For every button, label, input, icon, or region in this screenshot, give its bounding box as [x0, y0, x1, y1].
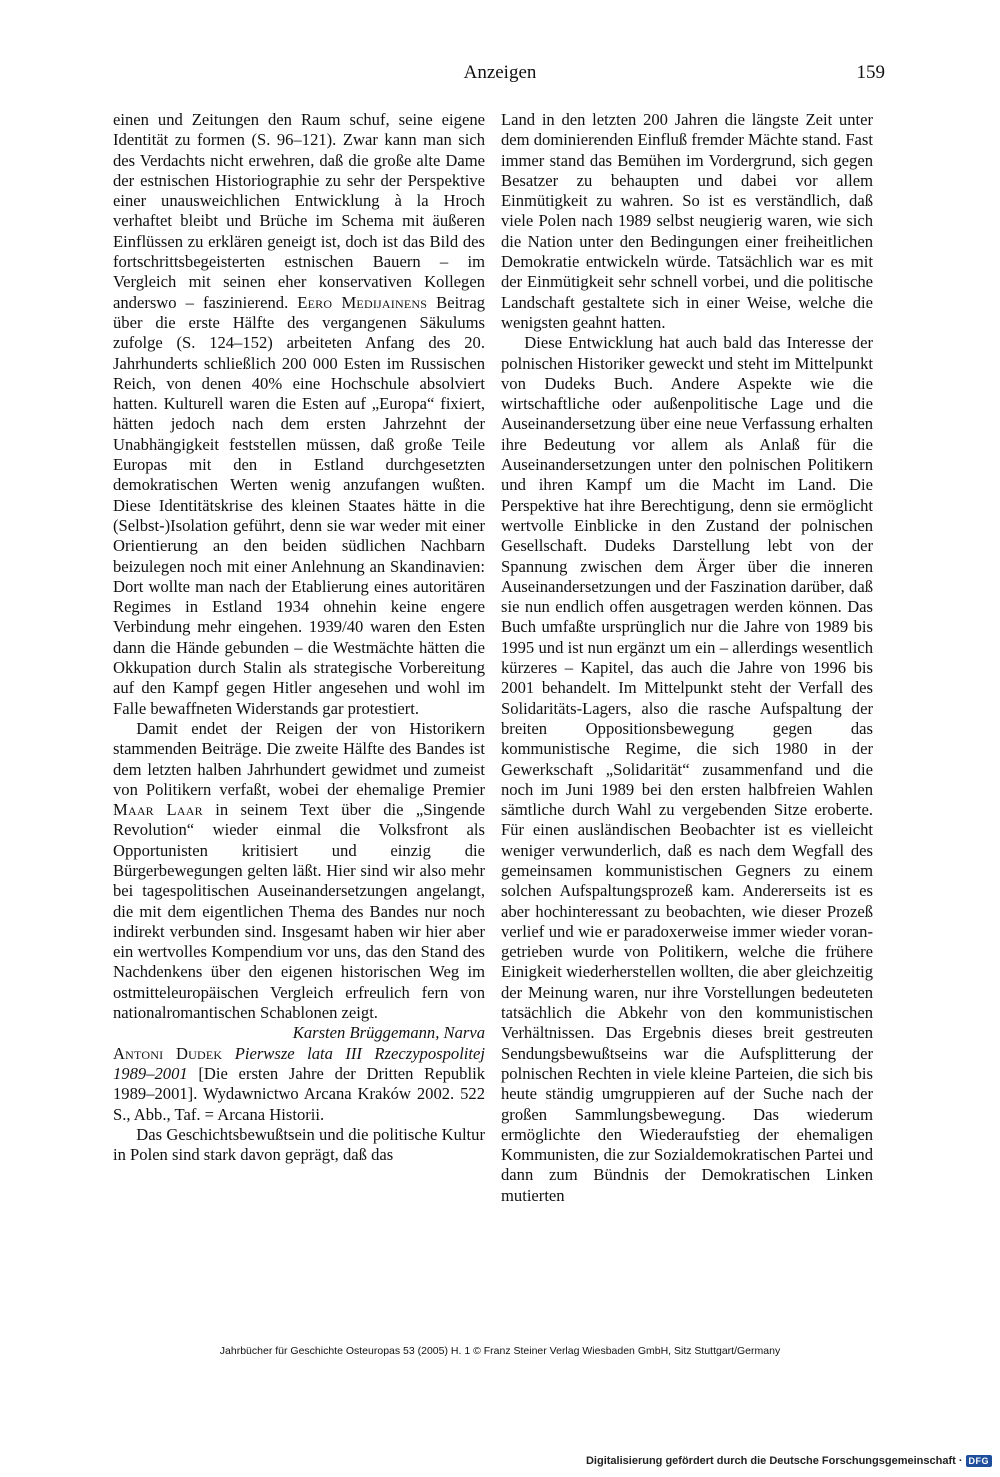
author-name: Eero Medijainens — [297, 292, 428, 312]
paragraph — [113, 110, 485, 719]
author-name: Maar Laar — [113, 800, 203, 820]
digitization-note: Digitalisierung gefördert durch die Deutsche Forschungsgemeinschaft · — [585, 1455, 963, 1467]
reviewer-signature: Karsten Brüggemann, Narva — [292, 1023, 485, 1043]
paragraph: Das Geschichtsbewußtsein und die politische Kultur in Polen sind stark davon geprägt, daß das — [113, 1124, 485, 1165]
running-title: Anzeigen — [463, 62, 537, 83]
reviewed-details: [Die ersten Jahre der Dritten Republik 1989–2001]. Wydawnictwo Arcana Kraków 2002. 522 S., Abb., Taf. = Arcana Historii. — [113, 1063, 485, 1124]
dfg-note — [586, 1455, 992, 1467]
paragraph-text: Damit endet der Reigen der von Historikern stammenden Beiträge. Die zweite Hälfte des Bandes ist dem letzten halben Jahrhundert gewidmet und zumeist von Politikern verfaßt, wobei der ehemalige Premier — [113, 718, 485, 799]
paragraph: Land in den letzten 200 Jahren die längste Zeit unter dem dominierenden Einfluß fremder Mächte stand. Fast immer stand das Bemühen im Vordergrund, sich gegen Besatzer zu behaupten und dabei vor allem Einmütigkeit zu wahren. So ist es verständlich, daß viele Polen nach 1989 selbst neugierig waren, wie sich die Nation unter den Bedingungen einer freiheitlichen Demokratie entwickeln würde. Tatsächlich war es mit der Einmütigkeit sehr schnell vorbei, und die politische Landschaft gestaltete sich in einer Weise, welche die wenigsten geahnt hatten. — [501, 110, 873, 332]
left-column — [113, 110, 485, 1165]
paragraph-text: in seinem Text über die „Singende Revolution“ wieder einmal die Volksfront als Opportunisten kritisiert und einzig die Bürgerbewegungen gelten läßt. Hier sind wir also mehr bei tagespolitischen Auseinandersetzungen angelangt, die mit dem eigentlichen Thema des Bandes nur noch indirekt verbunden sind. Insgesamt haben wir hier aber ein wertvolles Kompendium vor uns, das den Stand des Nachdenkens über den eigenen historischen Weg im ostmitteleuropäischen Vergleich erfreulich fern von nationalromantischen Schablonen zeigt. — [113, 800, 485, 1023]
review-heading — [113, 1044, 485, 1125]
paragraph — [113, 719, 485, 1023]
footer-citation: Jahrbücher für Geschichte Osteuropas 53 (2005) H. 1 © Franz Steiner Verlag Wiesbaden GmbH, Sitz Stuttgart/Germany — [219, 1345, 781, 1357]
reviewed-author: Antoni Dudek — [113, 1043, 223, 1063]
reviewed-title: Pierwsze lata III Rzeczypospolitej 1989–2001 — [113, 1043, 486, 1083]
page-header — [115, 62, 885, 88]
paragraph-text: einen und Zeitungen den Raum schuf, seine eigene Identität zu formen (S. 96–121). Zwar kann man sich des Verdachts nicht erwehren, daß die große alte Dame der estnischen Historiographie zu sehr der Perspektive einer unausweichlichen Entwicklung à la Hroch verhaftet bleibt und Brüche im Schema mit äußeren Einflüssen zu erklären geneigt ist, doch ist das Bild des fortschrittsbegeisterten estnischen Bauern – im Vergleich mit seinen eher konservativen Kollegen anderswo – faszinierend. — [113, 110, 485, 312]
paragraph: Diese Entwicklung hat auch bald das Interesse der polnischen Historiker geweckt und steht im Mittelpunkt von Dudeks Buch. Andere Aspekte wie die wirtschaftliche oder außenpolitische Lage und die Auseinandersetzung über eine neue Verfassung erhalten ihre Bedeutung vor allem als Anlaß für die Auseinandersetzungen unter den polnischen Politikern und ihren Kampf um die Macht im Land. Die Perspektive hat ihre Berechtigung, denn sie ermöglicht wertvolle Einblicke in den Zustand der polnischen Gesellschaft. Dudeks Darstellung lebt von der Spannung zwischen dem Ärger über die inneren Auseinandersetzungen und der Faszination darüber, daß sie nun endlich offen ausgetragen werden können. Das Buch umfaßte ursprünglich nur die Jahre von 1989 bis 1995 und ist nun ergänzt um ein – allerdings wesentlich kürzeres – Kapitel, das auch die Jahre von 1996 bis 2001 behandelt. Im Mittelpunkt steht der Verfall des Solidaritäts-Lagers, also die rasche Aufspaltung der breiten Oppositionsbewegung gegen das kommunistische Regime, die sich 1980 in der Gewerkschaft „Solidarität“ zusammenfand und die noch im Juni 1989 bei den ersten halbfreien Wahlen sämtliche durch Wahl zu vergebenden Sitze eroberte. Für einen ausländischen Beobachter ist es vielleicht weniger verwunderlich, daß es nach dem Wegfall des gemeinsamen kommunistischen Gegners zu einem solchen Aufspaltungsprozeß kam. Andererseits ist es aber hochinteressant zu beobachten, wie dieser Prozeß verlief und wie er paradoxerweise immer wieder vorangetrieben wurde von Politikern, welche die frühere Einigkeit wiederherstellen wollten, die aber gleichzeitig der Meinung waren, nur ihre Vorstellungen bedeuteten tatsächlich die Abkehr von den kommunistischen Verhältnissen. Das Ergebnis dieses breit gestreuten Sendungsbewußtseins war die Aufsplitterung der polnischen Rechten in viele kleine Parteien, die sich bis heute ständig umgruppieren auf der Suche nach der großen Sammlungsbewegung. Das wiederum ermöglichte den Wiederaufstieg der ehemaligen Kommunisten, die zur Sozialdemokratischen Partei und dann zum Bündnis der Demokratischen Linken mutierten — [501, 333, 873, 1205]
page-number: 159 — [856, 62, 885, 83]
right-column — [501, 110, 873, 1206]
dfg-logo-icon: DFG — [966, 1455, 993, 1467]
paragraph-text: Beitrag über die erste Hälfte des vergangenen Säkulums zufolge (S. 124–152) arbeiteten Anfang des 20. Jahrhunderts schließlich 200 000 Esten im Russischen Reich, von denen 40% eine Hochschule absolviert hatten. Kulturell waren die Esten auf „Europa“ fixiert, hätten jedoch nach dem ersten Jahrzehnt der Unabhängigkeit feststellen müssen, daß große Teile Europas mit den in Estland durchgesetzten demokratischen Werten wenig anzufangen wußten. Diese Identitätskrise des kleinen Staates hätte in die (Selbst-)Isolation geführt, denn sie war weder mit einer Orientierung an den beiden südlichen Nachbarn beizulegen noch mit einer Anlehnung an Skandinavien: Dort wollte man nach der Etablierung eines autoritären Regimes in Estland 1934 ohnehin keine engere Verbindung mehr eingehen. 1939/40 waren den Esten dann die Hände gebunden – die Westmächte hätten die Okkupation durch Stalin als strategische Vorbereitung auf den Kampf gegen Hitler angesehen und wohl im Falle bewaffneten Widerstands gar protestiert. — [113, 292, 485, 718]
